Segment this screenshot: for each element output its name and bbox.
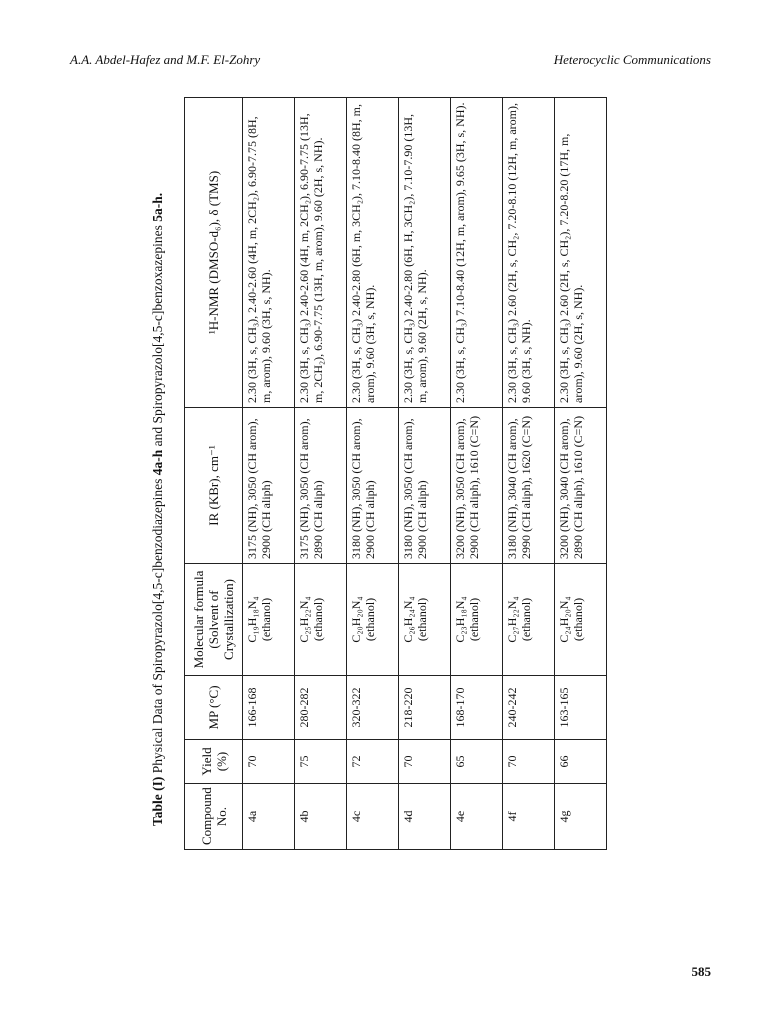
cell-mp: 166-168 xyxy=(243,676,295,740)
cell-yield: 70 xyxy=(399,740,451,784)
cell-formula xyxy=(347,564,399,676)
table-caption-text: Physical Data of Spiropyrazolo[4,5-c]benzodiazepines xyxy=(150,475,165,777)
cell-compound: 4d xyxy=(399,784,451,850)
cell-formula-text: C₂₆H₂₄N₄ xyxy=(401,596,415,643)
table-row xyxy=(555,98,607,850)
table-caption xyxy=(150,193,166,826)
cell-solvent-text: (ethanol) xyxy=(571,597,585,642)
page-number: 585 xyxy=(691,964,711,979)
running-header-journal: Heterocyclic Communications xyxy=(553,52,711,67)
table-row xyxy=(295,98,347,850)
cell-compound: 4a xyxy=(243,784,295,850)
cell-formula xyxy=(451,564,503,676)
col-header-nmr: ¹H-NMR (DMSO-d₆), δ (TMS) xyxy=(185,98,243,408)
cell-mp: 218-220 xyxy=(399,676,451,740)
running-header-authors: A.A. Abdel-Hafez and M.F. El-Zohry xyxy=(70,52,261,67)
col-header-formula: Molecular formula (Solvent of Crystallization) xyxy=(185,564,243,676)
physical-data-table xyxy=(184,97,607,850)
cell-mp: 320-322 xyxy=(347,676,399,740)
cell-formula xyxy=(243,564,295,676)
table-row xyxy=(399,98,451,850)
cell-mp: 163-165 xyxy=(555,676,607,740)
rotated-table-content xyxy=(146,98,626,878)
cell-formula-text: C₂₃H₁₈N₄ xyxy=(453,596,467,643)
cell-ir: 3200 (NH), 3050 (CH arom), 2900 (CH aliph), 1610 (C=N) xyxy=(451,408,503,564)
cell-nmr: 2.30 (3H, s, CH₃) 2.40-2.80 (6H, H, 3CH₂), 7.10-7.90 (13H, m, arom), 9.60 (2H, s, NH). xyxy=(399,98,451,408)
cell-yield: 72 xyxy=(347,740,399,784)
table-body xyxy=(243,98,607,850)
cell-formula xyxy=(555,564,607,676)
cell-solvent-text: (ethanol) xyxy=(363,597,377,642)
cell-formula-text: C₂₄H₂₀N₄ xyxy=(557,596,571,643)
cell-mp: 240-242 xyxy=(503,676,555,740)
cell-solvent-text: (ethanol) xyxy=(519,597,533,642)
cell-nmr: 2.30 (3H, s, CH₃), 2.40-2.60 (4H, m, 2CH₂), 6.90-7.75 (8H, m, arom), 9.60 (3H, s, NH). xyxy=(243,98,295,408)
col-header-ir: IR (KBr), cm⁻¹ xyxy=(185,408,243,564)
table-row xyxy=(503,98,555,850)
cell-nmr: 2.30 (3H, s, CH₃) 2.40-2.80 (6H, m, 3CH₂), 7.10-8.40 (8H, m, arom), 9.60 (3H, s, NH). xyxy=(347,98,399,408)
cell-ir: 3175 (NH), 3050 (CH arom), 2890 (CH aliph) xyxy=(295,408,347,564)
col-header-mp: MP (°C) xyxy=(185,676,243,740)
cell-solvent-text: (ethanol) xyxy=(415,597,429,642)
cell-compound: 4g xyxy=(555,784,607,850)
cell-yield: 75 xyxy=(295,740,347,784)
cell-nmr: 2.30 (3H, s, CH₃) 2.40-2.60 (4H, m, 2CH₂), 6.90-7.75 (13H, m, 2CH₂), 6.90-7.75 (13H, m, arom), 9.60 (2H, s, NH). xyxy=(295,98,347,408)
cell-ir: 3180 (NH), 3050 (CH arom), 2900 (CH aliph) xyxy=(399,408,451,564)
cell-formula-text: C₁₉H₁₈N₄ xyxy=(245,596,259,643)
cell-formula xyxy=(503,564,555,676)
cell-yield: 66 xyxy=(555,740,607,784)
table-header-row xyxy=(185,98,243,850)
cell-nmr: 2.30 (3H, s, CH₃) 2.60 (2H, s, CH₂), 7.20-8.20 (17H, m, arom), 9.60 (2H, s, NH). xyxy=(555,98,607,408)
cell-solvent-text: (ethanol) xyxy=(311,597,325,642)
cell-formula-text: C₂₇H₂₂N₄ xyxy=(505,596,519,643)
table-caption-label: Table (I) xyxy=(150,776,165,826)
cell-ir: 3180 (NH), 3050 (CH arom), 2900 (CH aliph) xyxy=(347,408,399,564)
rotated-table-region xyxy=(146,98,626,878)
col-header-compound: Compound No. xyxy=(185,784,243,850)
cell-ir: 3200 (NH), 3040 (CH arom), 2890 (CH aliph), 1610 (C=N) xyxy=(555,408,607,564)
cell-solvent-text: (ethanol) xyxy=(259,597,273,642)
cell-formula xyxy=(399,564,451,676)
cell-compound: 4f xyxy=(503,784,555,850)
cell-compound: 4c xyxy=(347,784,399,850)
cell-yield: 65 xyxy=(451,740,503,784)
cell-formula xyxy=(295,564,347,676)
cell-mp: 280-282 xyxy=(295,676,347,740)
cell-yield: 70 xyxy=(243,740,295,784)
cell-nmr: 2.30 (3H, s, CH₃) 2.60 (2H, s, CH₂, 7.20-8.10 (12H, m, arom), 9.60 (3H, s, NH). xyxy=(503,98,555,408)
cell-ir: 3180 (NH), 3040 (CH arom), 2990 (CH aliph), 1620 (C=N) xyxy=(503,408,555,564)
cell-solvent-text: (ethanol) xyxy=(467,597,481,642)
cell-nmr: 2.30 (3H, s, CH₃) 7.10-8.40 (12H, m, arom), 9.65 (3H, s, NH). xyxy=(451,98,503,408)
table-row xyxy=(451,98,503,850)
cell-yield: 70 xyxy=(503,740,555,784)
cell-compound: 4b xyxy=(295,784,347,850)
table-row xyxy=(243,98,295,850)
col-header-yield: Yield (%) xyxy=(185,740,243,784)
table-caption-bold-2: 5a-h. xyxy=(150,192,165,222)
cell-mp: 168-170 xyxy=(451,676,503,740)
table-row xyxy=(347,98,399,850)
cell-formula-text: C₂₅H₂₂N₄ xyxy=(297,596,311,643)
cell-ir: 3175 (NH), 3050 (CH arom), 2900 (CH aliph) xyxy=(243,408,295,564)
cell-formula-text: C₂₀H₂₀N₄ xyxy=(349,596,363,643)
table-caption-mid: and Spiropyrazolo[4,5-c]benzoxazepines xyxy=(150,221,165,450)
table-caption-bold-1: 4a-h xyxy=(150,449,165,476)
cell-compound: 4e xyxy=(451,784,503,850)
